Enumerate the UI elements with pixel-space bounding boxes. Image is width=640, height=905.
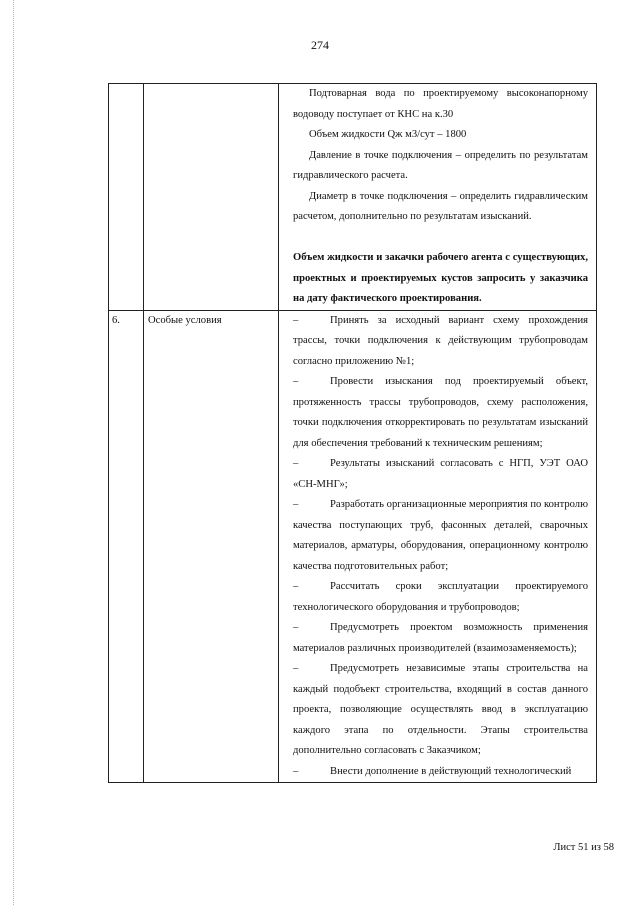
dash-marker: –: [293, 376, 299, 387]
paragraph: Объем жидкости Qж м3/сут – 1800: [309, 129, 467, 140]
list-item: [293, 659, 588, 762]
list-item-text: Результаты изысканий согласовать с НГП, УЭТ ОАО «СН-МНГ»;: [293, 458, 588, 490]
page-number: 274: [311, 38, 329, 52]
list-item-text: Провести изыскания под проектируемый объект, протяженность трассы трубопроводов, схему расположения, точки подключения откорректировать по результатам изысканий для обеспечения требований к техническим решениям;: [293, 376, 588, 449]
paragraph: Подтоварная вода по проектируемому высоконапорному водоводу поступает от КНС на к.30: [293, 88, 588, 120]
requirements-table: [108, 83, 597, 783]
paragraph: Диаметр в точке подключения – определить гидравлическим расчетом, дополнительно по результатам изысканий.: [293, 190, 588, 222]
list-item: [293, 577, 588, 618]
row-name-cell: [144, 84, 279, 311]
blank-line: [293, 228, 588, 249]
list-item-text: Предусмотреть проектом возможность применения материалов различных производителей (взаимозаменяемость);: [293, 622, 588, 654]
table-row: [109, 310, 597, 783]
bold-paragraph: Объем жидкости и закачки рабочего агента с существующих, проектных и проектируемых кустов запросить у заказчика на дату фактического проектирования.: [293, 252, 588, 304]
row-name-cell: Особые условия: [144, 310, 279, 783]
list-item: [293, 311, 588, 373]
list-item-text: Внести дополнение в действующий технологический: [330, 765, 572, 777]
list-item: [293, 618, 588, 659]
dash-marker: –: [293, 765, 299, 777]
dash-marker: –: [293, 581, 299, 592]
binding-margin-dots: [13, 0, 14, 905]
dash-marker: –: [293, 622, 299, 633]
list-item: [293, 372, 588, 454]
list-item-text: Рассчитать сроки эксплуатации проектируемого технологического оборудования и трубопроводов;: [293, 581, 588, 613]
dash-marker: –: [293, 458, 299, 469]
list-item: [293, 762, 588, 783]
row-content-cell: [279, 84, 597, 311]
dash-marker: –: [293, 663, 299, 674]
paragraph: Давление в точке подключения – определить по результатам гидравлического расчета.: [293, 149, 588, 181]
list-item-text: Предусмотреть независимые этапы строительства на каждый подобъект строительства, входящий в состав данного проекта, позволяющие осуществлять ввод в эксплуатацию каждого этапа по отдельности. Этапы строительства дополнительно согласовать с Заказчиком;: [293, 663, 588, 756]
list-item: [293, 454, 588, 495]
row-number-cell: 6.: [109, 310, 144, 783]
list-item: [293, 495, 588, 577]
dash-marker: –: [293, 499, 299, 510]
row-content-cell: [279, 310, 597, 783]
dash-marker: –: [293, 314, 299, 326]
list-item-text: Принять за исходный вариант схему прохождения трассы, точки подключения к действующим трубопроводам согласно приложению №1;: [293, 314, 588, 367]
table-row: [109, 84, 597, 311]
list-item-text: Разработать организационные мероприятия по контролю качества поступающих труб, фасонных деталей, сварочных материалов, арматуры, оборудования, операционному контролю качества подготовительных работ;: [293, 499, 588, 572]
row-number-cell: [109, 84, 144, 311]
sheet-counter: Лист 51 из 58: [553, 842, 614, 853]
